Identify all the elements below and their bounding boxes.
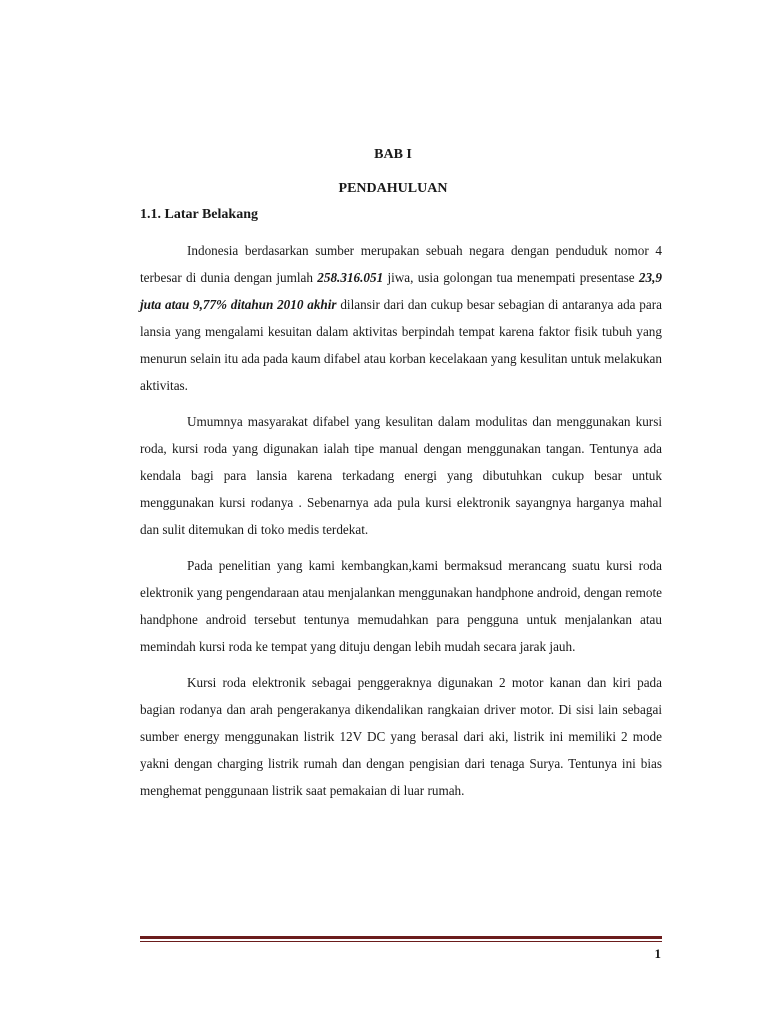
paragraph-4: Kursi roda elektronik sebagai penggeraknya digunakan 2 motor kanan dan kiri pada bagian rodanya dan arah pengerakanya dikendalikan rangkaian driver motor. Di sisi lain sebagai sumber energy menggunakan listrik 12V DC yang berasal dari aki, listrik ini memiliki 2 mode yakni dengan charging listrik rumah dan dengan pengisian dari tenaga Surya. Tentunya ini bias menghemat penggunaan listrik saat pemakaian di luar rumah. bbox=[140, 674, 662, 799]
paragraph-2: Umumnya masyarakat difabel yang kesulitan dalam modulitas dan menggunakan kursi roda, kursi roda yang digunakan ialah tipe manual dengan menggunakan tangan. Tentunya ada kendala bagi para lansia karena terkadang energi yang dibutuhkan cukup besar untuk menggunakan kursi rodanya . Sebenarnya ada pula kursi elektronik sayangnya harganya mahal dan sulit ditemukan di toko medis terdekat. bbox=[140, 414, 662, 538]
paragraph-3: Pada penelitian yang kami kembangkan,kami bermaksud merancang suatu kursi roda elektronik yang pengendaraan atau menjalankan menggunakan handphone android, dengan remote handphone android tersebut tentunya memudahkan para pengguna untuk menjalankan atau memindah kursi roda ke tempat yang dituju dengan lebih mudah secara jarak jauh. bbox=[140, 558, 662, 655]
page-number: 1 bbox=[654, 946, 661, 961]
footer-rule bbox=[140, 936, 662, 942]
paragraph-1-text-a: Indonesia berdasarkan sumber merupakan sebuah negara dengan penduduk nomor 4 terbesar di dunia dengan jumlah bbox=[140, 243, 662, 286]
document-body bbox=[140, 237, 662, 813]
paragraph-1-text-e: dilansir dari dan cukup besar sebagian di antaranya ada para lansia yang mengalami kesuitan dalam aktivitas berpindah tempat karena faktor fisik tubuh yang menurun selain itu ada pada kaum difabel atau korban kecelakaan yang kesulitan untuk melakukan aktivitas. bbox=[140, 297, 662, 394]
paragraph-1 bbox=[140, 237, 662, 400]
chapter-title: PENDAHULUAN bbox=[338, 181, 448, 196]
section-heading: 1.1. Latar Belakang bbox=[140, 207, 258, 222]
population-figure: 258.316.051 bbox=[317, 270, 384, 286]
footer-rule-thick bbox=[140, 936, 662, 939]
chapter-label: BAB I bbox=[374, 147, 412, 162]
footer-rule-thin bbox=[140, 941, 662, 942]
elderly-percentage: 23,9 juta atau 9,77% ditahun 2010 akhir bbox=[140, 270, 662, 313]
paragraph-1-text-c: jiwa, usia golongan tua menempati presentase bbox=[383, 270, 639, 286]
